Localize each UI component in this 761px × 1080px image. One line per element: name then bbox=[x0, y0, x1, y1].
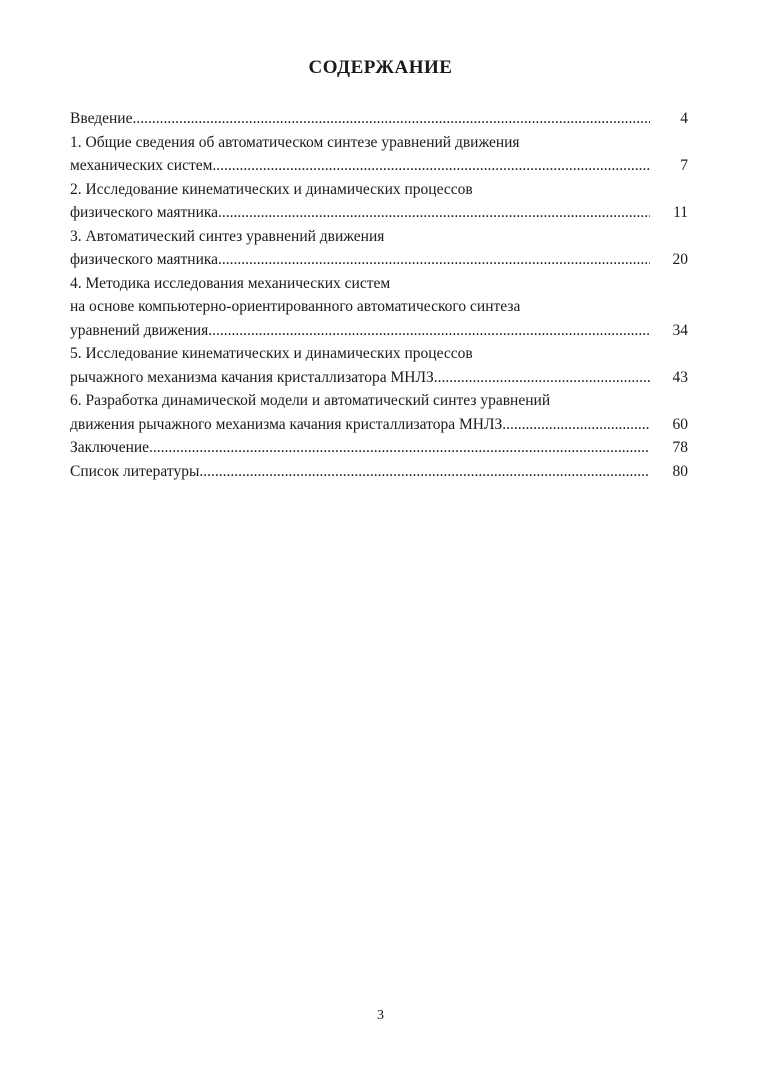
toc-entry-title: движения рычажного механизма качания кристаллизатора МНЛЗ bbox=[70, 415, 503, 433]
toc-entry[interactable] bbox=[70, 436, 690, 460]
dot-leader bbox=[218, 204, 650, 221]
dot-leader bbox=[502, 416, 650, 433]
toc-entry-line: 5. Исследование кинематических и динамических процессов bbox=[70, 345, 473, 362]
page-title: СОДЕРЖАНИЕ bbox=[308, 57, 453, 78]
toc-entry-page: 78 bbox=[672, 439, 688, 456]
toc-entry[interactable] bbox=[70, 272, 690, 343]
toc-entry-title: механических систем bbox=[70, 157, 213, 174]
toc-entry-title: физического маятника bbox=[70, 204, 219, 221]
toc-entry[interactable] bbox=[70, 342, 690, 389]
toc-entry-title: Введение bbox=[70, 110, 133, 127]
toc-entry[interactable] bbox=[70, 107, 690, 131]
toc-entry[interactable] bbox=[70, 460, 690, 484]
dot-leader bbox=[208, 322, 650, 339]
toc-entry-line: на основе компьютерно-ориентированного автоматического синтеза bbox=[70, 298, 521, 315]
dot-leader bbox=[212, 157, 650, 174]
toc-entry-title: физического маятника bbox=[70, 251, 219, 268]
toc-entry-page: 34 bbox=[672, 321, 688, 339]
toc-entry[interactable] bbox=[70, 225, 690, 272]
toc-entry-title: Список литературы bbox=[70, 462, 200, 480]
toc-entry[interactable] bbox=[70, 389, 690, 436]
toc-entry-page: 11 bbox=[673, 204, 688, 221]
toc-entry-page: 4 bbox=[680, 110, 688, 127]
toc-entry-title: уравнений движения bbox=[70, 321, 209, 339]
toc-entry-title: рычажного механизма качания кристаллизатора МНЛЗ bbox=[70, 368, 434, 386]
toc-entry-page: 60 bbox=[672, 415, 688, 433]
toc-entry-title: Заключение bbox=[70, 439, 150, 456]
dot-leader bbox=[434, 369, 650, 386]
toc-entry[interactable] bbox=[70, 131, 690, 178]
dot-leader bbox=[218, 251, 650, 268]
toc-entry-line: 2. Исследование кинематических и динамических процессов bbox=[70, 180, 473, 198]
table-of-contents bbox=[70, 107, 690, 483]
dot-leader bbox=[149, 439, 650, 456]
dot-leader bbox=[199, 463, 650, 480]
page-number: 3 bbox=[377, 1008, 384, 1023]
toc-entry-page: 20 bbox=[672, 251, 688, 268]
toc-entry-line: 1. Общие сведения об автоматическом синтезе уравнений движения bbox=[70, 133, 520, 151]
toc-entry-line: 6. Разработка динамической модели и автоматический синтез уравнений bbox=[70, 392, 551, 409]
toc-entry[interactable] bbox=[70, 178, 690, 225]
toc-entry-line: 4. Методика исследования механических систем bbox=[70, 274, 391, 292]
toc-entry-page: 43 bbox=[672, 368, 688, 386]
toc-entry-line: 3. Автоматический синтез уравнений движения bbox=[70, 227, 385, 245]
toc-entry-page: 7 bbox=[680, 157, 688, 174]
toc-entry-page: 80 bbox=[672, 462, 688, 480]
dot-leader bbox=[132, 110, 650, 127]
